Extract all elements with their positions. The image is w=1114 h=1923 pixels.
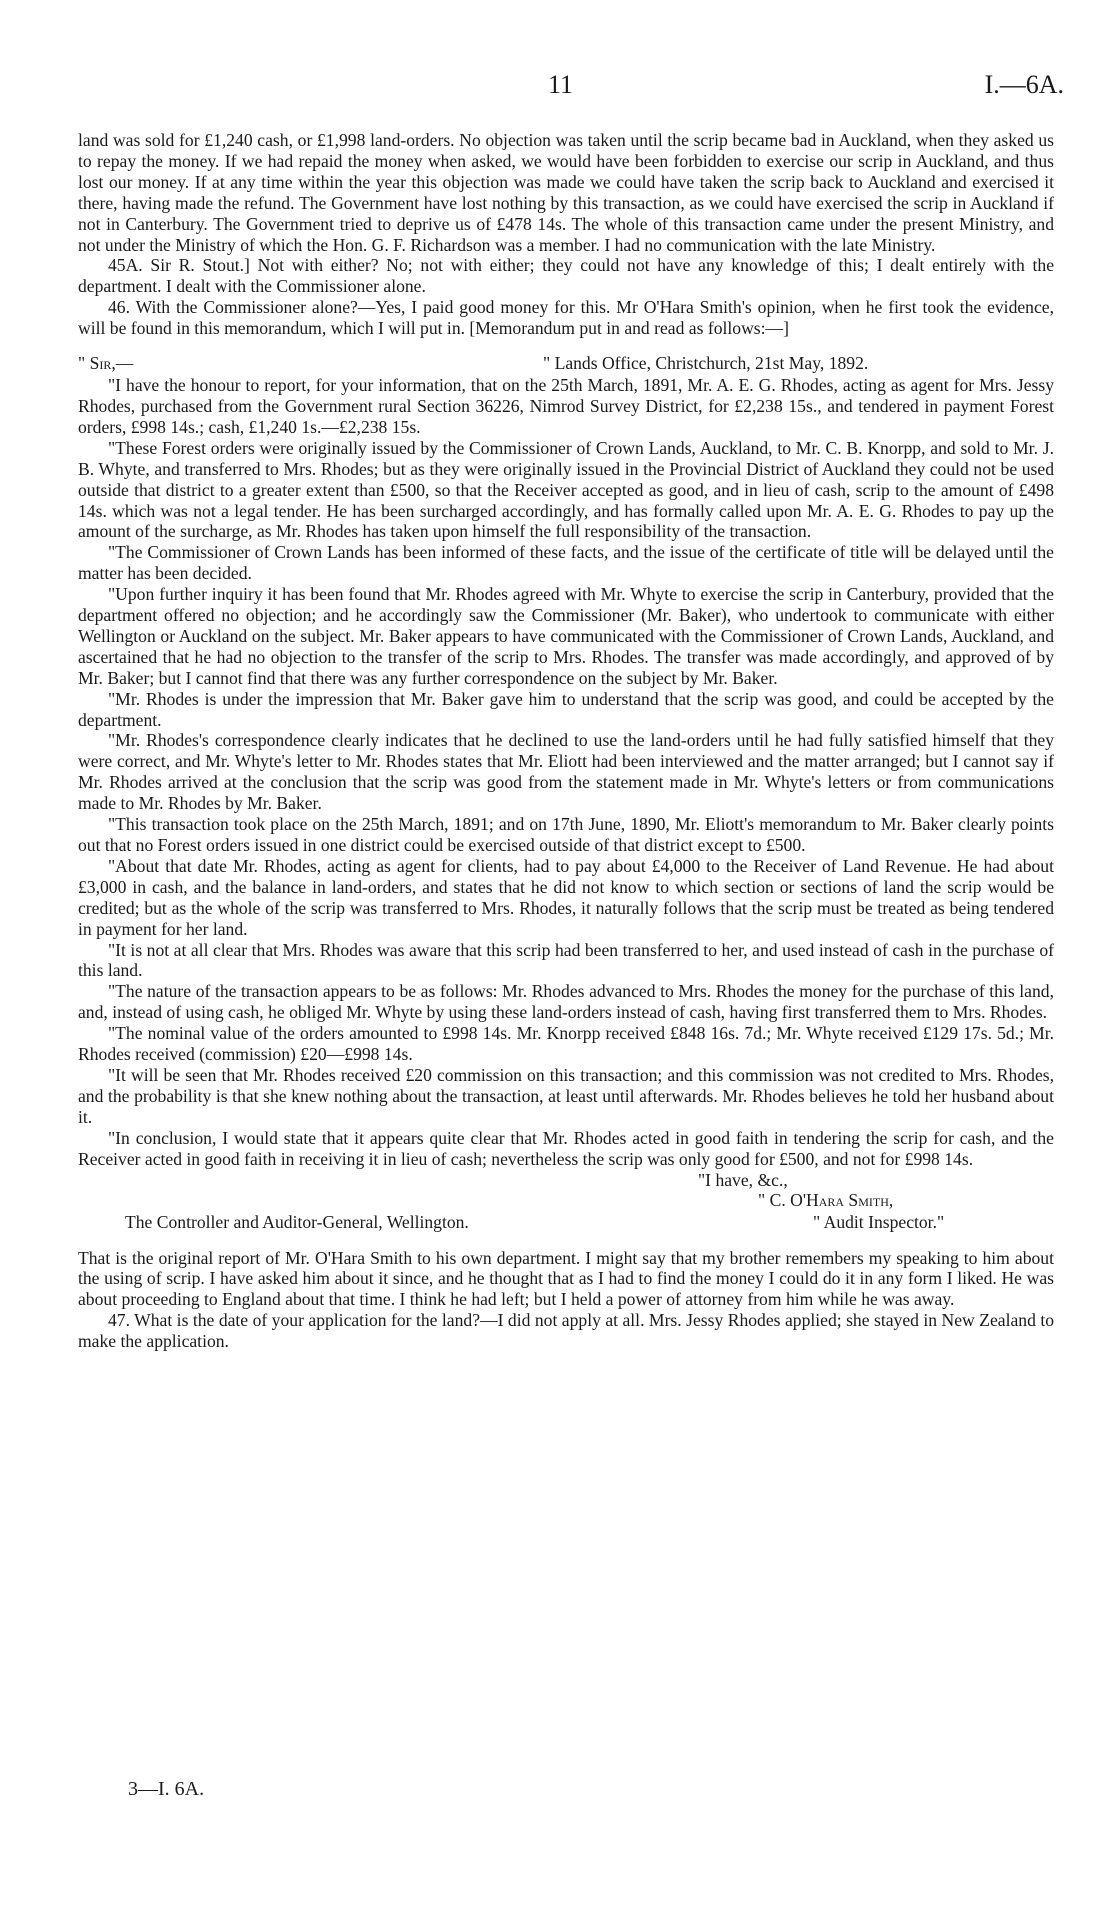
letter-paragraph: "This transaction took place on the 25th March, 1891; and on 17th June, 1890, Mr. Eliott's memorandum to Mr. Baker clearly points out that no Forest orders issued in one district could be exercised outside of that district except to £500. (78, 814, 1054, 855)
paragraph-land-sold: land was sold for £1,240 cash, or £1,998 land-orders. No objection was taken until the scrip became bad in Auckland, when they asked us to repay the money. If we had repaid the money when asked, we would have been forbidden to exercise our scrip in Auckland, and thus lost our money. If at any time within the year this objection was made we could have taken the scrip back to Auckland and exercised it there, having made the refund. The Government have lost nothing by this transaction, as we could have exercised the scrip in Auckland if not in Canterbury. The Government tried to deprive us of £478 14s. The whole of this transaction came under the present Ministry, and not under the Ministry of which the Hon. G. F. Richardson was a member. I had no communication with the late Ministry. (78, 130, 1054, 255)
letter-paragraph: "About that date Mr. Rhodes, acting as agent for clients, had to pay about £4,000 to the Receiver of Land Revenue. He had about £3,000 in cash, and the balance in land-orders, and states that he did not know to which section or sections of land the scrip would be credited; but as the whole of the scrip was transferred to Mrs. Rhodes, it naturally follows that the scrip must be treated as being tendered in payment for her land. (78, 855, 1054, 939)
letter-paragraph: "It will be seen that Mr. Rhodes received £20 commission on this transaction; and this commission was not credited to Mrs. Rhodes, and the probability is that she knew nothing about the transaction, at least until afterwards. Mr. Rhodes believes he told her husband about it. (78, 1064, 1054, 1127)
letter-signoff (78, 1170, 1054, 1234)
letter-paragraph: "I have the honour to report, for your information, that on the 25th March, 1891, Mr. A. E. G. Rhodes, acting as agent for Mrs. Jessy Rhodes, purchased from the Government rural Section 36226, Nimrod Survey District, for £2,238 15s., and tendered in payment Forest orders, £998 14s.; cash, £1,240 1s.—£2,238 15s. (78, 375, 1054, 437)
letter-paragraph: "These Forest orders were originally issued by the Commissioner of Crown Lands, Auckland, to Mr. C. B. Knorpp, and sold to Mr. J. B. Whyte, and transferred to Mrs. Rhodes; but as they were originally issued in the Provincial District of Auckland they could not be used outside that district to a greater extent than £500, so that the Receiver accepted as good, and in lieu of cash, scrip to the amount of £498 14s. which was not a legal tender. He has been surcharged accordingly, and has formally called upon Mr. A. E. G. Rhodes to pay up the amount of the surcharge, as Mr. Rhodes has taken upon himself the full responsibility of the transaction. (78, 437, 1054, 542)
document-code: I.—6A. (984, 70, 1064, 99)
letter-paragraph: "The Commissioner of Crown Lands has been informed of these facts, and the issue of the certificate of title will be delayed until the matter has been decided. (78, 542, 1054, 584)
letter-closing: "I have, &c., (698, 1169, 788, 1190)
letter-addressee: The Controller and Auditor-General, Wellington. (125, 1211, 469, 1232)
letter-signatory-title: " Audit Inspector." (813, 1211, 945, 1232)
paragraph-original-report: That is the original report of Mr. O'Hara Smith to his own department. I might say that my brother remembers my speaking to him about the using of scrip. I have asked him about it since, and he thought that as I had to find the money I could do it in any form I liked. He was about proceeding to England about that time. I think he had left; but I held a power of attorney from him while he was away. (78, 1247, 1054, 1310)
letter-paragraph: "Mr. Rhodes is under the impression that Mr. Baker gave him to understand that the scrip was good, and could be accepted by the department. (78, 688, 1054, 730)
letter-salutation: " Sir,— (78, 353, 134, 374)
letter-office-date: " Lands Office, Christchurch, 21st May, 1892. (543, 353, 869, 374)
spacer (78, 1234, 1054, 1248)
letter-signature: " C. O'Hara Smith, (758, 1189, 894, 1210)
letter-paragraph: "The nature of the transaction appears to be as follows: Mr. Rhodes advanced to Mrs. Rhodes the money for the purchase of this land, and, instead of using cash, he obliged Mr. Whyte by using these land-orders instead of cash, having first transferred them to Mrs. Rhodes. (78, 981, 1054, 1023)
page-number: 11 (548, 70, 574, 99)
paragraph-question-46: 46. With the Commissioner alone?—Yes, I paid good money for this. Mr O'Hara Smith's opinion, when he first took the evidence, will be found in this memorandum, which I will put in. [Memorandum put in and read as follows:—] (78, 297, 1054, 339)
letter-paragraph: "In conclusion, I would state that it appears quite clear that Mr. Rhodes acted in good faith in tendering the scrip for cash, and the Receiver acted in good faith in receiving it in lieu of cash; nevertheless the scrip was only good for £500, and not for £998 14s. (78, 1127, 1054, 1169)
paragraph-question-45a: 45A. Sir R. Stout.] Not with either? No; not with either; they could not have any knowledge of this; I dealt entirely with the department. I dealt with the Commissioner alone. (78, 255, 1054, 297)
letter-paragraph: "It is not at all clear that Mrs. Rhodes was aware that this scrip had been transferred to her, and used instead of cash in the purchase of this land. (78, 939, 1054, 981)
letter-paragraph: "The nominal value of the orders amounted to £998 14s. Mr. Knorpp received £848 16s. 7d.; Mr. Whyte received £129 17s. 5d.; Mr. Rhodes received (commission) £20—£998 14s. (78, 1023, 1054, 1065)
page-header (0, 70, 1114, 104)
body-text (78, 130, 1054, 1352)
paragraph-question-47: 47. What is the date of your application for the land?—I did not apply at all. Mrs. Jessy Rhodes applied; she stayed in New Zealand to make the application. (78, 1310, 1054, 1352)
letter-header (78, 353, 1054, 375)
letter-paragraph: "Mr. Rhodes's correspondence clearly indicates that he declined to use the land-orders until he had fully satisfied himself that they were correct, and Mr. Whyte's letter to Mr. Rhodes states that Mr. Eliott had been interviewed and the matter arranged; but I cannot say if Mr. Rhodes arrived at the conclusion that the scrip was good from the statement made in Mr. Whyte's letters or from communications made to Mr. Rhodes by Mr. Baker. (78, 730, 1054, 814)
letter-paragraph: "Upon further inquiry it has been found that Mr. Rhodes agreed with Mr. Whyte to exercise the scrip in Canterbury, provided that the department offered no objection; and he accordingly saw the Commissioner (Mr. Baker), who undertook to communicate with either Wellington or Auckland on the subject. Mr. Baker appears to have communicated with the Commissioner of Crown Lands, Auckland, and ascertained that he had no objection to the transfer of the scrip to Mrs. Rhodes. The transfer was made accordingly, and approved of by Mr. Baker; but I cannot find that there was any further correspondence on the subject by Mr. Baker. (78, 584, 1054, 688)
printer-signature-mark: 3—I. 6A. (128, 1778, 205, 1800)
